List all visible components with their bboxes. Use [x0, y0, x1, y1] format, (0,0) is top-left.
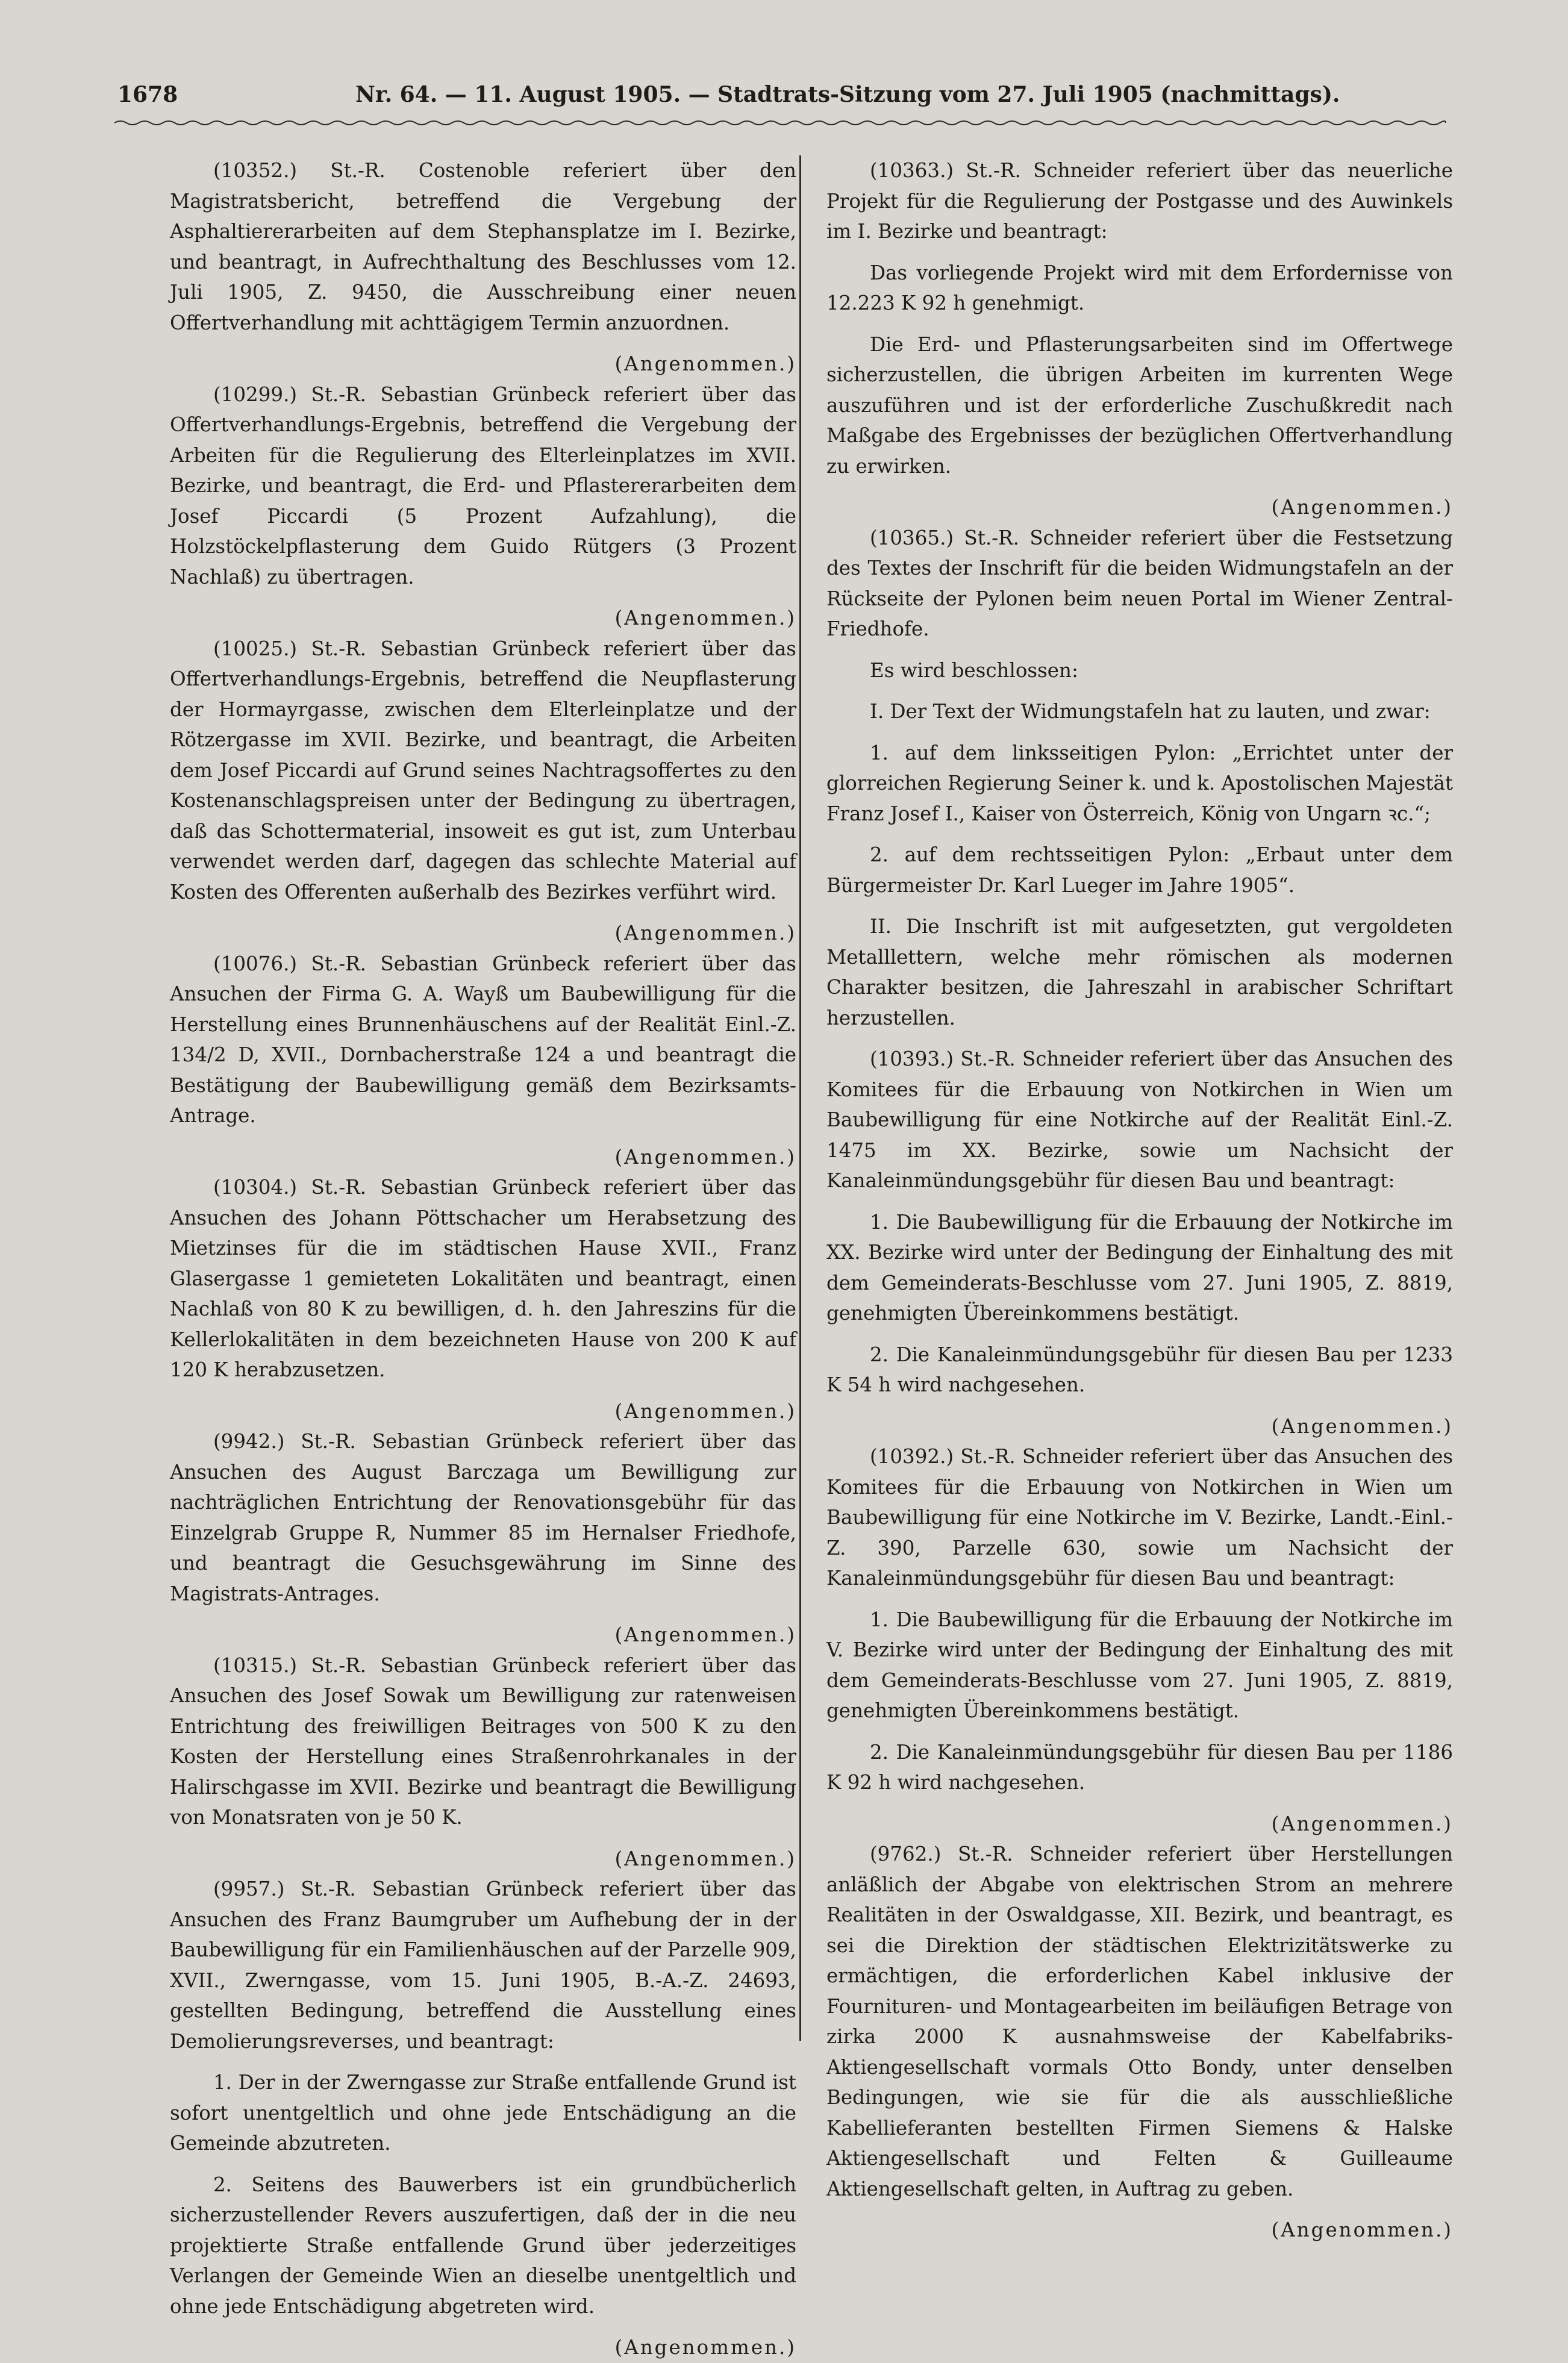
- page-header: [114, 77, 1446, 119]
- accepted-note: (Angenommen.): [1271, 1414, 1453, 1438]
- entry-10363-b: Die Erd- und Pflasterungsarbeiten sind im Offertwege sicherzustellen, die übrigen Arbeiten im kurrenten Wege auszuführen und ist der erforderliche Zuschußkredit nach Maßgabe des Ergebnisses der bezüglichen Offertverhandlung zu erwirken.: [826, 332, 1453, 478]
- entry-10076: (10076.) St.-R. Sebastian Grünbeck referiert über das Ansuchen der Firma G. A. Wayß um Baubewilligung für die Herstellung eines Brunnenhäuschens auf der Realität Einl.-Z. 134/2 D, XVII., Dornbacherstraße 124 a und beantragt die Bestätigung der Baubewilligung gemäß dem Bezirksamts-Antrage.: [170, 952, 796, 1127]
- accepted-note: (Angenommen.): [614, 1145, 796, 1169]
- entry-10392: (10392.) St.-R. Schneider referiert über das Ansuchen des Komitees für die Erbauung von Notkirchen in Wien um Baubewilligung für eine Notkirche im V. Bezirke, Landt.-Einl.-Z. 390, Parzelle 630, sowie um Nachsicht der Kanaleinmündungsgebühr für diesen Bau und beantragt:: [826, 1445, 1453, 1590]
- accepted-note: (Angenommen.): [614, 1847, 796, 1870]
- entry-10365-item-1: 1. auf dem linksseitigen Pylon: „Errichtet unter der glorreichen Regierung Seiner k. und k. Apostolischen Majestät Franz Josef I., Kaiser von Österreich, König von Ungarn ꝛc.“;: [826, 741, 1453, 825]
- accepted-note: (Angenommen.): [1271, 496, 1453, 519]
- accepted-note: (Angenommen.): [614, 1623, 796, 1646]
- entry-10392-item-1: 1. Die Baubewilligung für die Erbauung der Notkirche im V. Bezirke wird unter der Bedingung der Einhaltung des mit dem Gemeinderats-Beschlusse vom 27. Juni 1905, Z. 8819, genehmigten Übereinkommens bestätigt.: [826, 1608, 1453, 1722]
- entry-10299: (10299.) St.-R. Sebastian Grünbeck referiert über das Offertverhandlungs-Ergebnis, betreffend die Vergebung der Arbeiten für die Regulierung des Elterleinplatzes im XVII. Bezirke, und beantragt, die Erd- und Pflastererarbeiten dem Josef Piccardi (5 Prozent Aufzahlung), die Holzstöckelpflasterung dem Guido Rütgers (3 Prozent Nachlaß) zu übertragen.: [170, 382, 796, 588]
- accepted-note: (Angenommen.): [614, 352, 796, 375]
- entry-9957-item-1: 1. Der in der Zwerngasse zur Straße entfallende Grund ist sofort unentgeltlich und ohne jede Entschädigung an die Gemeinde abzutreten.: [170, 2071, 796, 2155]
- running-head: Nr. 64. — 11. August 1905. — Stadtrats-Sitzung vom 27. Juli 1905 (nachmittags).: [355, 82, 1340, 107]
- entry-10363-a: Das vorliegende Projekt wird mit dem Erfordernisse von 12.223 K 92 h genehmigt.: [826, 261, 1453, 314]
- accepted-note: (Angenommen.): [614, 1399, 796, 1423]
- accepted-note: (Angenommen.): [1271, 1812, 1453, 1835]
- header-wavy-rule: [114, 119, 1446, 126]
- entry-10365-resolution: Es wird beschlossen:: [870, 658, 1078, 682]
- accepted-note: (Angenommen.): [614, 607, 796, 629]
- entry-10392-item-2: 2. Die Kanaleinmündungsgebühr für diesen Bau per 1186 K 92 h wird nachgesehen.: [826, 1740, 1453, 1794]
- accepted-note: (Angenommen.): [614, 922, 796, 944]
- entry-10352: (10352.) St.-R. Costenoble referiert über den Magistratsbericht, betreffend die Vergebung der Asphaltiererarbeiten auf dem Stephansplatze im I. Bezirke, und beantragt, in Aufrechthaltung des Beschlusses vom 12. Juli 1905, Z. 9450, die Ausschreibung einer neuen Offertverhandlung mit achttägigem Termin anzuordnen.: [170, 159, 796, 334]
- entry-10365-item-2: 2. auf dem rechtsseitigen Pylon: „Erbaut unter dem Bürgermeister Dr. Karl Lueger im Jahre 1905“.: [826, 843, 1453, 897]
- entry-9957-item-2: 2. Seitens des Bauwerbers ist ein grundbücherlich sicherzustellender Revers auszufertigen, daß der in die neu projektierte Straße entfallende Grund über jederzeitiges Verlangen der Gemeinde Wien an dieselbe unentgeltlich und ohne jede Entschädigung abgetreten wird.: [170, 2173, 796, 2318]
- entry-10393-item-2: 2. Die Kanaleinmündungsgebühr für diesen Bau per 1233 K 54 h wird nachgesehen.: [826, 1343, 1453, 1396]
- left-column: [170, 155, 796, 2359]
- entry-9762: (9762.) St.-R. Schneider referiert über Herstellungen anläßlich der Abgabe von elektrischen Strom an mehrere Realitäten in der Oswaldgasse, XII. Bezirk, und beantragt, es sei die Direktion der städtischen Elektrizitätswerke zu ermächtigen, die erforderlichen Kabel inklusive der Fournituren- und Montagearbeiten im beiläufigen Betrage von zirka 2000 K ausnahmsweise der Kabelfabriks-Aktiengesellschaft vormals Otto Bondy, unter denselben Bedingungen, wie sie für die als ausschließliche Kabellieferanten bestellten Firmen Siemens & Halske Aktiengesellschaft und Felten & Guilleaume Aktiengesellschaft gelten, in Auftrag zu geben.: [826, 1843, 1453, 2200]
- page-number: 1678: [117, 82, 178, 107]
- column-divider: [799, 155, 801, 2041]
- entry-9942: (9942.) St.-R. Sebastian Grünbeck referiert über das Ansuchen des August Barczaga um Bewilligung zur nachträglichen Entrichtung der Renovationsgebühr für das Einzelgrab Gruppe R, Nummer 85 im Hernalser Friedhofe, und beantragt die Gesuchsgewährung im Sinne des Magistrats-Antrages.: [170, 1430, 796, 1605]
- entry-10365-part-2: II. Die Inschrift ist mit aufgesetzten, gut vergoldeten Metalllettern, welche mehr römischen als modernen Charakter besitzen, die Jahreszahl in arabischer Schriftart herzustellen.: [826, 915, 1453, 1029]
- entry-9957: (9957.) St.-R. Sebastian Grünbeck referiert über das Ansuchen des Franz Baumgruber um Aufhebung der in der Baubewilligung für ein Familienhäuschen auf der Parzelle 909, XVII., Zwerngasse, vom 15. Juni 1905, B.-A.-Z. 24693, gestellten Bedingung, betreffend die Ausstellung eines Demolierungsreverses, und beantragt:: [170, 1878, 796, 2053]
- entry-10025: (10025.) St.-R. Sebastian Grünbeck referiert über das Offertverhandlungs-Ergebnis, betreffend die Neupflasterung der Hormayrgasse, zwischen dem Elterleinplatze und der Rötzergasse im XVII. Bezirke, und beantragt, die Arbeiten dem Josef Piccardi auf Grund seines Nachtragsoffertes zu den Kostenanschlagspreisen unter der Bedingung zu übertragen, daß das Schottermaterial, insoweit es gut ist, zum Unterbau verwendet werden darf, dagegen das schlechte Material auf Kosten des Offerenten außerhalb des Bezirkes verführt wird.: [170, 637, 796, 904]
- accepted-note: (Angenommen.): [614, 2336, 796, 2359]
- entry-10365-part-1: I. Der Text der Widmungstafeln hat zu lauten, und zwar:: [870, 700, 1431, 723]
- right-column: [826, 155, 1453, 2241]
- entry-10393: (10393.) St.-R. Schneider referiert über das Ansuchen des Komitees für die Erbauung von Notkirchen in Wien um Baubewilligung für eine Notkirche auf der Realität Einl.-Z. 1475 im XX. Bezirke, sowie um Nachsicht der Kanaleinmündungsgebühr für diesen Bau und beantragt:: [826, 1047, 1453, 1192]
- entry-10393-item-1: 1. Die Baubewilligung für die Erbauung der Notkirche im XX. Bezirke wird unter der Bedingung der Einhaltung des mit dem Gemeinderats-Beschlusse vom 27. Juni 1905, Z. 8819, genehmigten Übereinkommens bestätigt.: [826, 1210, 1453, 1325]
- accepted-note: (Angenommen.): [1271, 2218, 1453, 2241]
- entry-10363: (10363.) St.-R. Schneider referiert über das neuerliche Projekt für die Regulierung der Postgasse und des Auwinkels im I. Bezirke und beantragt:: [826, 159, 1453, 243]
- entry-10304: (10304.) St.-R. Sebastian Grünbeck referiert über das Ansuchen des Johann Pöttschacher um Herabsetzung des Mietzinses für die im städtischen Hause XVII., Franz Glasergasse 1 gemieteten Lokalitäten und beantragt, einen Nachlaß von 80 K zu bewilligen, d. h. den Jahreszins für die Kellerlokalitäten in dem bezeichneten Hause von 200 K auf 120 K herabzusetzen.: [170, 1176, 796, 1381]
- entry-10365: (10365.) St.-R. Schneider referiert über die Festsetzung des Textes der Inschrift für die beiden Widmungstafeln an der Rückseite der Pylonen beim neuen Portal im Wiener Zentral-Friedhofe.: [826, 526, 1453, 640]
- entry-10315: (10315.) St.-R. Sebastian Grünbeck referiert über das Ansuchen des Josef Sowak um Bewilligung zur ratenweisen Entrichtung des freiwilligen Beitrages von 500 K zu den Kosten der Herstellung eines Straßenrohrkanales in der Halirschgasse im XVII. Bezirke und beantragt die Bewilligung von Monatsraten von je 50 K.: [170, 1653, 796, 1829]
